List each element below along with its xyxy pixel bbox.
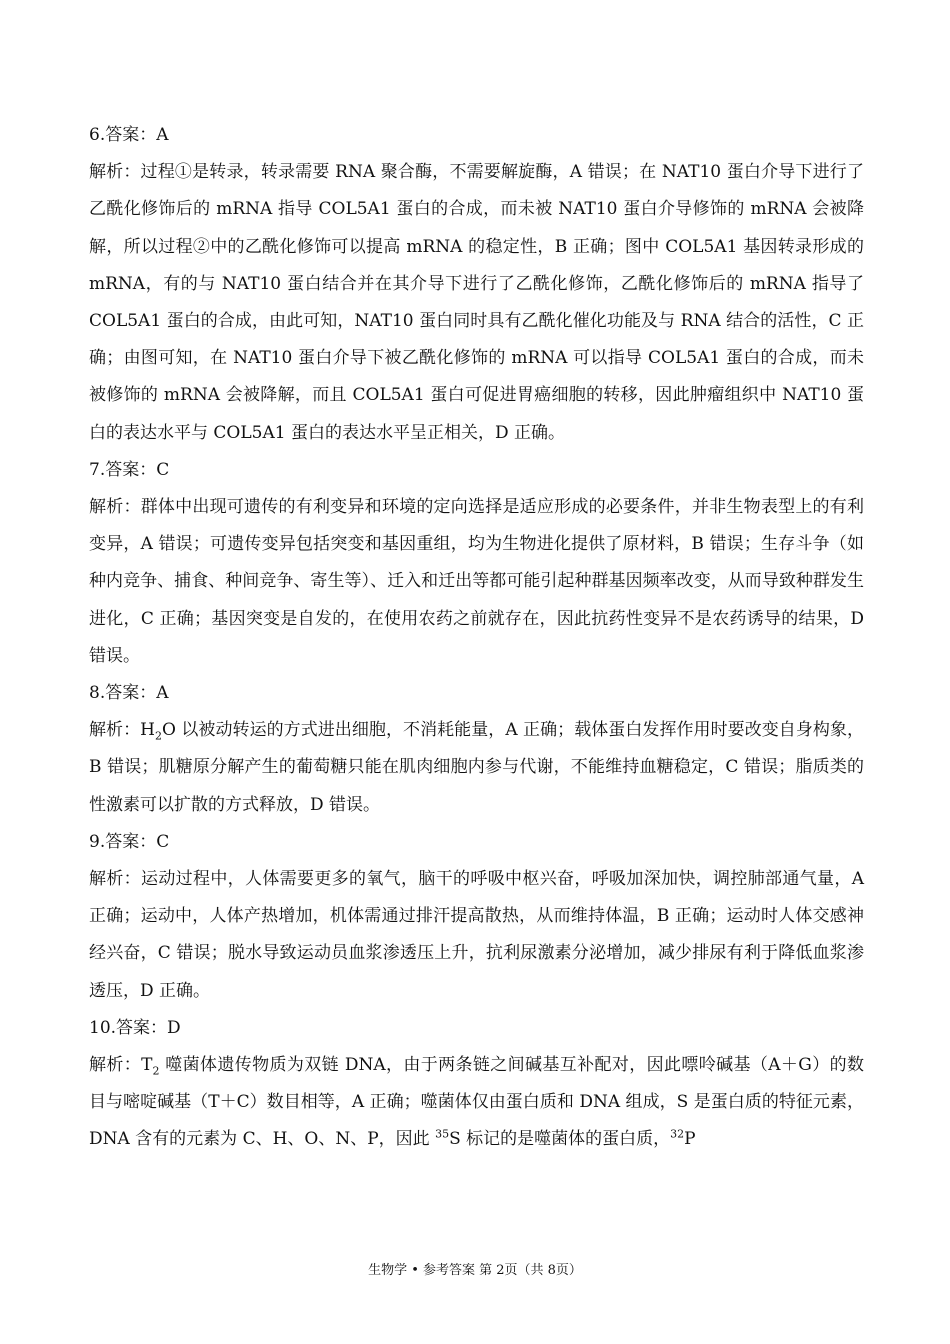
answer-10-text-a: 解析：T	[89, 1055, 153, 1076]
answer-8-text-a: 解析：H	[89, 720, 155, 741]
answer-6-heading: 6.答案：A	[89, 125, 169, 145]
answer-10-heading: 10.答案：D	[89, 1017, 181, 1038]
answer-9-explanation: 解析：运动过程中，人体需要更多的氧气，脑干的呼吸中枢兴奋，呼吸加深加快，调控肺部通气量，A 正确；运动中，人体产热增加，机体需通过排汗提高散热，从而维持体温，B 正确；运动时人体交感神经兴奋，C 错误；脱水导致运动员血浆渗透压上升，抗利尿激素分泌增加，减少排尿有利于降低血浆渗透压，D 正确。	[89, 869, 864, 1001]
answer-6-explanation: 解析：过程①是转录，转录需要 RNA 聚合酶，不需要解旋酶，A 错误；在 NAT10 蛋白介导下进行了乙酰化修饰后的 mRNA 指导 COL5A1 蛋白的合成，而未被 NAT10 蛋白介导修饰的 mRNA 会被降解，所以过程②中的乙酰化修饰可以提高 mRNA 的稳定性，B 正确；图中 COL5A1 基因转录形成的 mRNA，有的与 NAT10 蛋白结合并在其介导下进行了乙酰化修饰，乙酰化修饰后的 mRNA 指导了 COL5A1 蛋白的合成，由此可知，NAT10 蛋白同时具有乙酰化催化功能及与 RNA 结合的活性，C 正确；由图可知，在 NAT10 蛋白介导下被乙酰化修饰的 mRNA 可以指导 COL5A1 蛋白的合成，而未被修饰的 mRNA 会被降解，而且 COL5A1 蛋白可促进胃癌细胞的转移，因此肿瘤组织中 NAT10 蛋白的表达水平与 COL5A1 蛋白的表达水平呈正相关，D 正确。	[89, 162, 864, 443]
answer-10-text-b: 噬菌体遗传物质为双链 DNA，由于两条链之间碱基互补配对，因此嘌呤碱基（A＋G）的数目与嘧啶碱基（T＋C）数目相等，A 正确；噬菌体仅由蛋白质和 DNA 组成，S 是蛋白质的特征元素，DNA 含有的元素为 C、H、O、N、P，因此	[89, 1055, 865, 1150]
page-footer: 生物学 • 参考答案 第 2页（共 8页）	[368, 1263, 582, 1278]
answer-9-heading: 9.答案：C	[89, 831, 170, 852]
answer-7-heading: 7.答案：C	[89, 459, 170, 480]
phosphorus-isotope-superscript: 32	[670, 1127, 685, 1141]
answer-8-heading: 8.答案：A	[89, 683, 169, 704]
sulfur-isotope-superscript: 35	[435, 1127, 450, 1141]
answer-7-explanation: 解析：群体中出现可遗传的有利变异和环境的定向选择是适应形成的必要条件，并非生物表型上的有利变异，A 错误；可遗传变异包括突变和基因重组，均为生物进化提供了原材料，B 错误；生存斗争（如种内竞争、捕食、种间竞争、寄生等）、迁入和迁出等都可能引起种群基因频率改变，从而导致种群发生进化，C 正确；基因突变是自发的，在使用农药之前就存在，因此抗药性变异不是农药诱导的结果，D 错误。	[89, 497, 864, 666]
answer-8-explanation	[89, 712, 864, 824]
answer-8-text-b: O 以被动转运的方式进出细胞，不消耗能量，A 正确；载体蛋白发挥作用时要改变自身构象，B 错误；肌糖原分解产生的葡萄糖只能在肌肉细胞内参与代谢，不能维持血糖稳定，C 错误；脂质类的性激素可以扩散的方式释放，D 错误。	[89, 720, 864, 815]
answer-10-explanation	[89, 1047, 864, 1159]
water-subscript: 2	[154, 729, 162, 743]
answer-content	[89, 117, 864, 1159]
answer-10-text-c: S 标记的是噬菌体的蛋白质，	[449, 1129, 671, 1150]
phage-subscript: 2	[152, 1064, 160, 1078]
answer-10-text-d: P	[684, 1129, 696, 1150]
